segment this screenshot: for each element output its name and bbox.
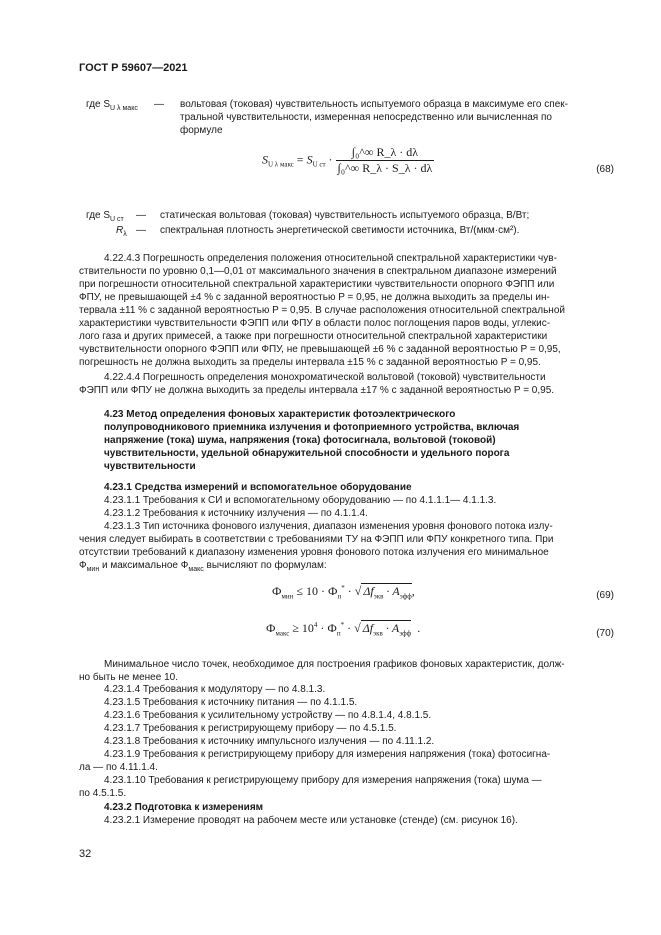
equation-68-numerator: ∫₀^∞ R_λ · dλ (336, 146, 435, 161)
def-term: R (116, 225, 124, 236)
paragraph-4-23-1-9: 4.23.1.9 Требования к регистрирующему прибору для измерения напряжения (тока) фотосигна- ла — по 4.11.1.4. (79, 749, 551, 773)
def-text: вольтовая (токовая) чувствительность испытуемого образца в максимуме его спек- тральной чувствительности, измеренная непосредственно или вычисленная по формуле (180, 99, 568, 136)
def-text: статическая вольтовая (токовая) чувствительность испытуемого образца, В/Вт; (160, 210, 530, 221)
equation-68: $S_{U \lambda макс} = S_{U ст}$ · $\frac{\text{∫₀\textasciicircum{}∞ R\_λ · dλ}}{\text{∫₀\textasciicircum{}∞ R\_λ · S\_λ · dλ}}$ (262, 145, 433, 175)
list-item: 4.23.1.1 Требования к СИ и вспомогательному оборудованию — по 4.1.1.1— 4.1.1.3. (104, 495, 497, 506)
section-4-23-heading: 4.23 Метод определения фоновых характеристик фотоэлектрического полупроводникового приемника излучения и фотоприемного устройства, включая напряжение (тока) шума, напряжения (тока) фотосигнала, вольтовой (токовой) чувствительности, удельной обнаружительной способности и удельного порога чувствительности (104, 409, 520, 472)
def-text: спектральная плотность энергетической светимости источника, Вт/(мкм·см²). (160, 225, 520, 236)
list-4-23-1-a (104, 494, 639, 520)
list-item: 4.23.1.5 Требования к источнику питания — по 4.1.1.5. (104, 697, 358, 708)
sqrt-radicand: $\Delta f_{экв} \cdot A_{эфф}$ (362, 621, 412, 638)
def-term: где S (86, 99, 111, 110)
list-item: 4.23.1.6 Требования к усилительному устройству — по 4.8.1.4, 4.8.1.5. (104, 710, 432, 721)
paragraph-4-23-1-3: 4.23.1.3 Тип источника фонового излучения, диапазон изменения уровня фонового потока излу- чения следует выбирать в соответствии с требованиями ТУ на ФЭПП или ФПУ конкретного типа. При отсутствии требований к диапазону изменения уровня фонового потока излучения его минимальное $Ф_{мин}$ и максимальное $Ф_{макс}$ вычисляют по формулам: (79, 521, 554, 573)
def-term-sub: U λ макс (110, 105, 138, 112)
page-number: 32 (79, 848, 92, 860)
equation-68-number: (68) (596, 164, 614, 175)
equation-69-number: (69) (596, 590, 614, 601)
equation-70-number: (70) (596, 628, 614, 639)
paragraph-4-22-4-4: 4.22.4.4 Погрешность определения монохроматической вольтовой (токовой) чувствительности ФЭПП или ФПУ не должна выходить за пределы интервала ±17 % с заданной вероятностью P = 0,95. (79, 372, 555, 396)
def-dash: — (154, 99, 164, 110)
list-item: 4.23.1.8 Требования к источнику импульсного излучения — по 4.11.1.2. (104, 736, 435, 747)
list-item: 4.23.1.2 Требования к источнику излучения — по 4.1.1.4. (104, 508, 368, 519)
equation-68-denominator: ∫₀^∞ R_λ · S_λ · dλ (337, 161, 433, 175)
def-term: где S (86, 210, 111, 221)
section-4-23-2-heading: 4.23.2 Подготовка к измерениям (104, 802, 264, 813)
section-4-23-1-heading: 4.23.1 Средства измерений и вспомогательное оборудование (104, 482, 412, 493)
document-page: ГОСТ Р 59607—2021 где $S_{U \lambda макс}$ — вольтовая (токовая) чувствительность испытуемого образца в максимуме его спек- тральной чувствительности, измеренная непосредственно или вычисленная по формуле $S_{U \lambda макс} = S_{U ст}$ · $\frac{\text{∫₀\textasciicircum{}∞ R\_λ · dλ}}{\text{∫₀\textasciicircum{}∞ R\_λ · S\_λ · dλ}}$ (68) где $S_{U ст}$ — статическая вольтовая (токовая) чувствительность испытуемого образца, В/Вт; $R_\lambda$ — спектральная плотность энергетической светимости источника, Вт/(мкм·см²). 4.22.4.3 Погрешность определения положения относительной спектральной характеристики чув- ствительности по уровню 0,1—0,01 от максимального значения в спектральном диапазоне измерений при погрешности относительной спектральной характеристики чувствительности опорного ФЭПП или ФПУ, не превышающей ±4 % с заданной вероятностью P = 0,95, не должна выходить за пределы ин- тервала ±11 % с заданной вероятностью P = 0,95. В случае расположения относительной спектральной характеристики чувствительности ФЭПП или ФПУ в области полос поглощения паров воды, углекис- лого газа и других примесей, а также при погрешности относительной спектральной характеристики чувствительности опорного ФЭПП или ФПУ, не превышающей ±6 % с заданной вероятностью P = 0,95, погрешность не должна выходить за пределы интервала ±15 % с заданной вероятностью P = 0,95. 4.22.4.4 Погрешность определения монохроматической вольтовой (токовой) чувствительности ФЭПП или ФПУ не должна выходить за пределы интервала ±17 % с заданной вероятностью P = 0,95. 4.23 Метод определения фоновых характеристик фотоэлектрического полупроводникового приемника излучения и фотоприемного устройства, включая напряжение (тока) шума, напряжения (тока) фотосигнала, вольтовой (токовой) чувствительности, удельной обнаружительной способности и удельного порога чувствительности 4.23.1 Средства измерений и вспомогательное оборудование 4.23.1.1 Требования к СИ и вспомогательному оборудованию — по 4.1.1.1— 4.1.1.3. 4.23.1.2 Требования к источнику излучения — по 4.1.1.4. 4.23.1.3 Тип источника фонового излучения, диапазон изменения уровня фонового потока излу- чения следует выбирать в соответствии с требованиями ТУ на ФЭПП или ФПУ конкретного типа. При отсутствии требований к диапазону изменения уровня фонового потока излучения его минимальное $Ф_{мин}$ и максимальное $Ф_{макс}$ вычисляют по формулам: $Ф_{мин} \le 10 \cdot Ф_п^*$ · √ $\Delta f_{экв} \cdot A_{эфф}$, (69) $Ф_{макс} \ge 10^4 \cdot Ф_п^*$ · √ $\Delta f_{экв} \cdot A_{эфф}$ . (70) Минимальное число точек, необходимое для построения графиков фоновых характеристик, долж- но быть не менее 10. 4.23.1.4 Требования к модулятору — по 4.8.1.3. 4.23.1.5 Требования к источнику питания — по 4.1.1.5. 4.23.1.6 Требования к усилительному устройству — по 4.8.1.4, 4.8.1.5. 4.23.1.7 Требования к регистрирующему прибору — по 4.5.1.5. 4.23.1.8 Требования к источнику импульсного излучения — по 4.11.1.2. 4.23.1.9 Требования к регистрирующему прибору для измерения напряжения (тока) фотосигна- ла — по 4.11.1.4. 4.23.1.10 Требования к регистрирующему прибору для измерения напряжения (тока) шума — по 4.5.1.5. 4.23.2 Подготовка к измерениям 4.23.2.1 Измерение проводят на рабочем месте или установке (стенде) (см. рисунок 16). 32 (0, 0, 661, 935)
sqrt-radicand: $\Delta f_{экв} \cdot A_{эфф}$ (363, 584, 412, 601)
paragraph-min-points: Минимальное число точек, необходимое для построения графиков фоновых характеристик, долж- но быть не менее 10. (79, 659, 565, 683)
equation-70: $Ф_{макс} \ge 10^4 \cdot Ф_п^*$ · √ $\Delta f_{экв} \cdot A_{эфф}$ . (266, 621, 421, 638)
document-header: ГОСТ Р 59607—2021 (79, 62, 188, 74)
equation-69: $Ф_{мин} \le 10 \cdot Ф_п^*$ · √ $\Delta f_{экв} \cdot A_{эфф}$, (272, 584, 415, 601)
list-item: 4.23.1.7 Требования к регистрирующему прибору — по 4.5.1.5. (104, 723, 397, 734)
equation-68-fraction (336, 146, 435, 175)
paragraph-4-23-1-10: 4.23.1.10 Требования к регистрирующему прибору для измерения напряжения (тока) шума — по 4.5.1.5. (79, 775, 542, 799)
list-4-23-1-b (104, 683, 639, 748)
paragraph-4-22-4-3: 4.22.4.3 Погрешность определения положения относительной спектральной характеристики чув- ствительности по уровню 0,1—0,01 от максимального значения в спектральном диапазоне измерений при погрешности относительной спектральной характеристики чувствительности опорного ФЭПП или ФПУ, не превышающей ±4 % с заданной вероятностью P = 0,95, не должна выходить за пределы ин- тервала ±11 % с заданной вероятностью P = 0,95. В случае расположения относительной спектральной характеристики чувствительности ФЭПП или ФПУ в области полос поглощения паров воды, углекис- лого газа и других примесей, а также при погрешности относительной спектральной характеристики чувствительности опорного ФЭПП или ФПУ, не превышающей ±6 % с заданной вероятностью P = 0,95, погрешность не должна выходить за пределы интервала ±15 % с заданной вероятностью P = 0,95. (79, 253, 565, 368)
paragraph-4-23-2-1: 4.23.2.1 Измерение проводят на рабочем месте или установке (стенде) (см. рисунок 16). (104, 815, 518, 826)
list-item: 4.23.1.4 Требования к модулятору — по 4.8.1.3. (104, 684, 326, 695)
